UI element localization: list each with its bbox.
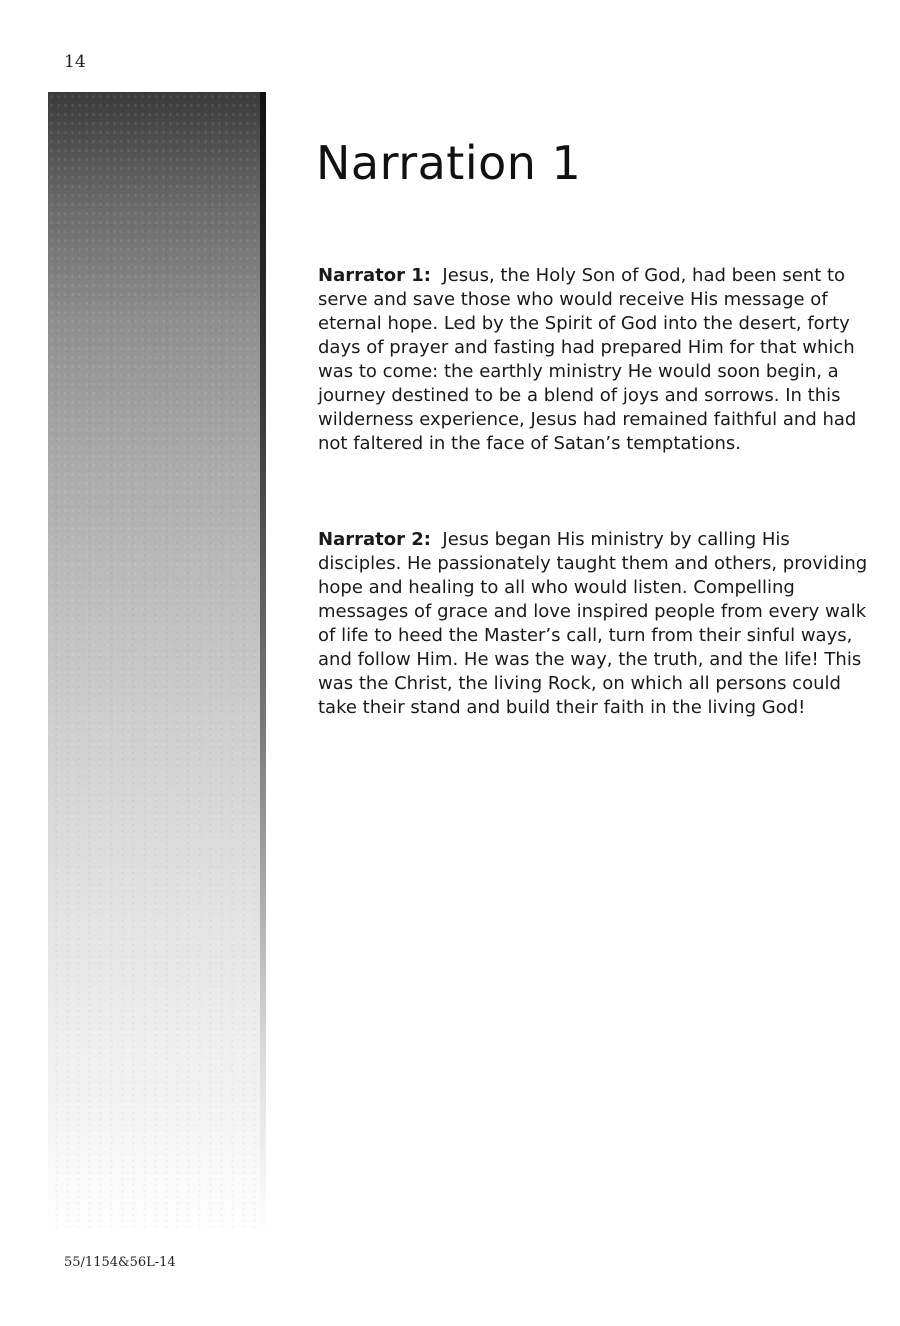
page-title: Narration 1: [316, 136, 582, 190]
footer-code: 55/1154&56L-14: [64, 1255, 176, 1270]
narration-paragraph: [318, 264, 868, 456]
decorative-side-band: [48, 92, 266, 1232]
narration-text: Jesus, the Holy Son of God, had been sent to serve and save those who would receive His message of eternal hope. Led by the Spirit of God into the desert, forty days of prayer and fasting had prepared Him for that which was to come: the earthly ministry He would soon begin, a journey destined to be a blend of joys and sorrows. In this wilderness experience, Jesus had remained faithful and had not faltered in the face of Satan’s temptations.: [318, 265, 857, 454]
band-edge: [260, 92, 266, 1232]
speaker-label: Narrator 2:: [318, 529, 431, 550]
speaker-label: Narrator 1:: [318, 265, 431, 286]
band-texture: [48, 92, 266, 1232]
page-number: 14: [64, 52, 86, 72]
narration-paragraph: [318, 528, 868, 720]
narration-text: Jesus began His ministry by calling His disciples. He passionately taught them and others, providing hope and healing to all who would listen. Compelling messages of grace and love inspired people from every walk of life to heed the Master’s call, turn from their sinful ways, and follow Him. He was the way, the truth, and the life! This was the Christ, the living Rock, on which all persons could take their stand and build their faith in the living God!: [318, 529, 868, 718]
